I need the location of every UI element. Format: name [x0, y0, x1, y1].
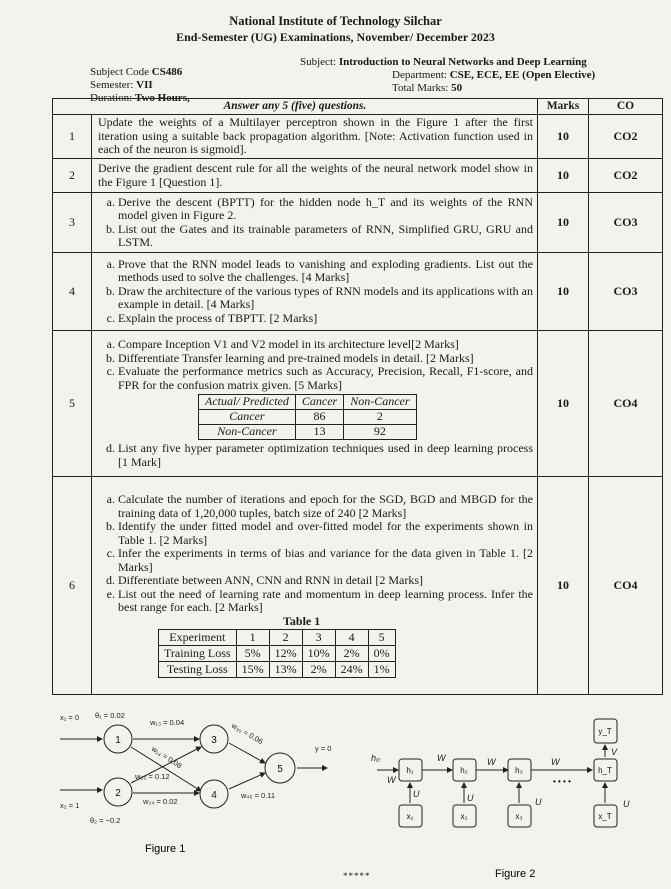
table1-testing-row — [159, 662, 396, 678]
figure-2-caption: Figure 2 — [495, 868, 536, 880]
cm-cell: 86 — [295, 410, 343, 425]
output-y-label: y = 0 — [315, 744, 332, 753]
instruction: Answer any 5 (five) questions. — [53, 99, 538, 115]
subquestion-b: b. Draw the architecture of the various types of RNN models and its applications with an example in detail. [4 Marks] — [118, 285, 533, 312]
end-marker: ***** — [343, 871, 371, 881]
semester: VII — [136, 79, 153, 91]
subquestion-a: a. Prove that the RNN model leads to vanishing and exploding gradients. List out the methods used to solve the challenges. [4 Marks] — [118, 258, 533, 285]
weight-U-label: U — [467, 793, 474, 803]
subquestion-list — [98, 493, 533, 615]
table1-cell: 0% — [368, 646, 395, 662]
neuron-4-label: 4 — [211, 790, 217, 801]
department-label: Department: — [392, 69, 447, 81]
subquestion-b: b. Identify the under fitted model and over-fitted model for the experiments shown in Table 1. [2 Marks] — [118, 520, 533, 547]
confusion-matrix — [198, 394, 417, 440]
w14-label: w₁₄ = 0.08 — [149, 744, 184, 771]
w35-label: w₃₅ = 0.06 — [230, 720, 265, 747]
table1-cell: 2% — [335, 646, 368, 662]
question-marks: 10 — [538, 159, 589, 193]
edge-w45 — [229, 773, 265, 789]
question-text: Derive the gradient descent rule for all the weights of the neural network model show in the Figure 1 [Question 1]. — [92, 159, 538, 193]
hT-label: h_T — [598, 766, 612, 775]
table1-cell: 13% — [269, 662, 302, 678]
co-header: CO — [589, 99, 663, 115]
neuron-1-label: 1 — [115, 735, 121, 746]
meta-right — [300, 56, 595, 95]
question-row-1 — [53, 115, 663, 159]
duration-label: Duration: — [90, 92, 133, 104]
subquestion-a: a. Calculate the number of iterations and epoch for the SGD, BGD and MBGD for the training data of 1,20,000 tuples, batch size of 240 [2 Marks] — [118, 493, 533, 520]
sequence-dots: • • • • — [553, 777, 571, 786]
weight-W-label: W — [437, 753, 446, 763]
subquestion-d: d. Differentiate between ANN, CNN and RNN in detail [2 Marks] — [118, 574, 533, 588]
table1-cell: 2 — [269, 630, 302, 646]
cm-cell: 92 — [344, 425, 416, 440]
weight-U-label: U — [413, 789, 420, 799]
subquestion-list — [98, 196, 533, 250]
weight-W-label: W — [387, 775, 396, 785]
figure-2-rnn — [365, 715, 655, 885]
table1-cell: 5% — [236, 646, 269, 662]
x1-label: x₁ — [406, 812, 414, 821]
cm-header-corner: Actual/ Predicted — [199, 395, 296, 410]
subquestion-list — [98, 258, 533, 326]
question-table — [52, 98, 663, 695]
question-co: CO2 — [589, 115, 663, 159]
subject: Introduction to Neural Networks and Deep Learning — [338, 56, 587, 68]
weight-U-label: U — [623, 799, 630, 809]
theta2-label: θ₂ = −0.2 — [90, 816, 121, 825]
table1-cell: 2% — [302, 662, 335, 678]
edge-w35 — [229, 743, 265, 763]
question-number: 1 — [53, 115, 92, 159]
subquestion-c: Evaluate the performance metrics such as Accuracy, Precision, Recall, F1-score, and FPR for the confusion matrix given. [5 Marks] — [118, 364, 533, 392]
weight-W-label: W — [487, 757, 496, 767]
h0-label: h₀ — [371, 753, 380, 763]
w13-label: w₁₃ = 0.04 — [150, 718, 185, 727]
table1 — [158, 629, 396, 678]
question-number: 2 — [53, 159, 92, 193]
h1-label: h₁ — [406, 766, 414, 775]
theta1-label: θ₁ = 0.02 — [95, 711, 125, 720]
table1-cell: 10% — [302, 646, 335, 662]
question-text: Update the weights of a Multilayer perceptron shown in the Figure 1 after the first iteration using a suitable back propagation algorithm. [Note: Activation function used in each of the neuron is sigmoid]. — [92, 115, 538, 159]
h3-label: h₃ — [515, 766, 523, 775]
h2-label: h₂ — [460, 766, 468, 775]
question-marks: 10 — [538, 115, 589, 159]
semester-label: Semester: — [90, 79, 134, 91]
question-co: CO3 — [589, 193, 663, 253]
xT-label: x_T — [598, 812, 612, 821]
question-co: CO4 — [589, 477, 663, 695]
weight-W-label: W — [551, 757, 560, 767]
question-row-6 — [53, 477, 663, 695]
question-row-2 — [53, 159, 663, 193]
w24-label: w₂₄ = 0.02 — [143, 797, 178, 806]
question-row-4 — [53, 253, 663, 331]
weight-V-label: V — [611, 747, 618, 757]
subquestion-b: b. List out the Gates and its trainable parameters of RNN, Simplified GRU, GRU and LSTM. — [118, 223, 533, 250]
w23-label: w₂₃ = 0.12 — [135, 772, 170, 781]
table1-header-row — [159, 630, 396, 646]
table1-cell: 4 — [335, 630, 368, 646]
question-number: 3 — [53, 193, 92, 253]
cm-cell: 13 — [295, 425, 343, 440]
cm-row-label: Cancer — [199, 410, 296, 425]
subject-label: Subject: — [300, 56, 337, 68]
subquestion-d: d. List any five hyper parameter optimization techniques used in deep learning process [1 Mark] — [118, 442, 533, 469]
duration: Two Hours, — [134, 92, 190, 104]
subquestion-e: e. List out the need of learning rate and momentum in deep learning process. Infer the best range for each. [2 Marks] — [118, 588, 533, 615]
x2-label: x₂ — [460, 812, 468, 821]
subquestion-b: b. Differentiate Transfer learning and pre-trained models in detail. [2 Marks] — [118, 352, 533, 366]
subquestion-a: a. Compare Inception V1 and V2 model in its architecture level[2 Marks] — [118, 338, 533, 352]
subject-code: CS486 — [151, 66, 183, 78]
weight-U-label: U — [535, 797, 542, 807]
department: CSE, ECE, EE (Open Elective) — [449, 69, 596, 81]
question-number: 5 — [53, 331, 92, 477]
exam-title: End-Semester (UG) Examinations, November/ December 2023 — [176, 30, 495, 44]
institute-name: National Institute of Technology Silchar — [229, 14, 442, 28]
total-marks: 50 — [451, 82, 463, 94]
figure-1-caption: Figure 1 — [145, 843, 186, 855]
subquestion-a: a. Derive the descent (BPTT) for the hidden node h_T and its weights of the RNN model given in Figure 2. — [118, 196, 533, 223]
table1-cell: Experiment — [159, 630, 237, 646]
neuron-5-label: 5 — [277, 764, 283, 775]
question-marks: 10 — [538, 253, 589, 331]
table1-training-row — [159, 646, 396, 662]
x3-label: x₃ — [515, 812, 523, 821]
question-row-3 — [53, 193, 663, 253]
table1-cell: Training Loss — [159, 646, 237, 662]
w45-label: w₄₅ = 0.11 — [241, 791, 276, 800]
cm-header-noncancer: Non-Cancer — [344, 395, 416, 410]
cm-row-label: Non-Cancer — [199, 425, 296, 440]
table1-cell: 15% — [236, 662, 269, 678]
table1-cell: 1% — [368, 662, 395, 678]
subject-code-label: Subject Code — [90, 66, 149, 78]
question-number: 6 — [53, 477, 92, 695]
neuron-3-label: 3 — [211, 735, 217, 746]
question-co: CO2 — [589, 159, 663, 193]
question-marks: 10 — [538, 193, 589, 253]
input-x2-label: x₂ = 1 — [60, 801, 80, 810]
table1-title: Table 1 — [283, 613, 321, 628]
table1-cell: 5 — [368, 630, 395, 646]
cm-cell: 2 — [344, 410, 416, 425]
input-x1-label: x₁ = 0 — [60, 713, 79, 722]
cm-header-cancer: Cancer — [295, 395, 343, 410]
table1-cell: 24% — [335, 662, 368, 678]
yT-label: y_T — [598, 727, 612, 736]
subquestion-c: c. Infer the experiments in terms of bias and variance for the data given in Table 1. [2 Marks] — [118, 547, 533, 574]
question-marks: 10 — [538, 477, 589, 695]
table1-cell: 3 — [302, 630, 335, 646]
table1-cell: 12% — [269, 646, 302, 662]
question-row-5 — [53, 331, 663, 477]
neuron-2-label: 2 — [115, 788, 121, 799]
subquestion-c: c. Explain the process of TBPTT. [2 Marks] — [118, 312, 533, 326]
table1-cell: Testing Loss — [159, 662, 237, 678]
question-co: CO4 — [589, 331, 663, 477]
total-marks-label: Total Marks: — [392, 82, 449, 94]
subquestion-list — [98, 338, 533, 469]
figure-1-network — [55, 705, 345, 855]
question-co: CO3 — [589, 253, 663, 331]
table1-cell: 1 — [236, 630, 269, 646]
question-marks: 10 — [538, 331, 589, 477]
question-number: 4 — [53, 253, 92, 331]
marks-header: Marks — [538, 99, 589, 115]
